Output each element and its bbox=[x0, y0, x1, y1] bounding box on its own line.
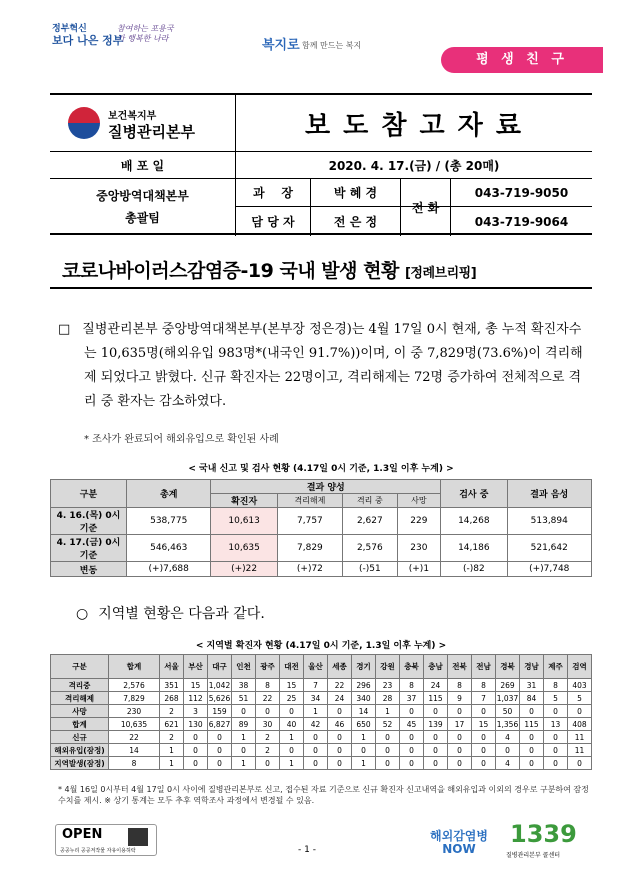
region-cell: 40 bbox=[280, 718, 304, 731]
region-header: 대구 bbox=[208, 655, 232, 679]
hotline-logo: 1339 bbox=[510, 820, 577, 848]
region-cell: 0 bbox=[520, 744, 544, 757]
table-row bbox=[51, 731, 592, 744]
region-cell: 7 bbox=[304, 679, 328, 692]
region-header: 부산 bbox=[184, 655, 208, 679]
region-cell: 0 bbox=[328, 705, 352, 718]
region-cell: 0 bbox=[184, 744, 208, 757]
region-cell: 0 bbox=[328, 744, 352, 757]
table2-caption: < 지역별 확진자 현황 (4.17일 0시 기준, 1.3일 이후 누계) > bbox=[195, 641, 447, 651]
region-cell: 0 bbox=[208, 731, 232, 744]
region-cell: 1 bbox=[160, 757, 184, 770]
region-cell: 24 bbox=[328, 692, 352, 705]
region-header: 경남 bbox=[520, 655, 544, 679]
region-cell: 0 bbox=[448, 757, 472, 770]
region-cell: 1 bbox=[232, 731, 256, 744]
region-cell: 0 bbox=[424, 757, 448, 770]
region-cell: 격리해제 bbox=[51, 692, 109, 705]
region-cell: 0 bbox=[448, 744, 472, 757]
footnote-overseas: * 조사가 완료되어 해외유입으로 확인된 사례 bbox=[84, 434, 279, 445]
region-header: 서울 bbox=[160, 655, 184, 679]
region-cell: 0 bbox=[208, 757, 232, 770]
region-cell: 1 bbox=[376, 705, 400, 718]
region-cell: 2 bbox=[256, 731, 280, 744]
phone-label: 전 화 bbox=[411, 201, 440, 215]
org-kcdc: 질병관리본부 bbox=[108, 123, 195, 141]
region-header: 경기 bbox=[352, 655, 376, 679]
region-cell: 22 bbox=[109, 731, 160, 744]
region-cell: 268 bbox=[160, 692, 184, 705]
phone-director: 043-719-9050 bbox=[474, 185, 569, 200]
region-cell: 89 bbox=[232, 718, 256, 731]
region-cell: 0 bbox=[520, 757, 544, 770]
region-header: 강원 bbox=[376, 655, 400, 679]
region-cell: 112 bbox=[184, 692, 208, 705]
region-cell: 0 bbox=[304, 731, 328, 744]
region-cell: 15 bbox=[280, 679, 304, 692]
region-header: 인천 bbox=[232, 655, 256, 679]
region-cell: 408 bbox=[568, 718, 592, 731]
table-row bbox=[51, 718, 592, 731]
region-cell: 0 bbox=[520, 705, 544, 718]
region-cell: 2 bbox=[256, 744, 280, 757]
title-rule bbox=[50, 287, 592, 289]
region-cell: 0 bbox=[544, 705, 568, 718]
region-cell: 4 bbox=[496, 731, 520, 744]
region-cell: 15 bbox=[472, 718, 496, 731]
region-header: 전남 bbox=[472, 655, 496, 679]
region-header: 세종 bbox=[328, 655, 352, 679]
overseas-disease-logo: 해외감염병 NOW bbox=[430, 829, 488, 856]
region-header: 합계 bbox=[109, 655, 160, 679]
region-cell: 0 bbox=[472, 731, 496, 744]
region-cell: 0 bbox=[472, 705, 496, 718]
region-cell: 0 bbox=[232, 744, 256, 757]
region-header: 광주 bbox=[256, 655, 280, 679]
region-cell: 0 bbox=[184, 731, 208, 744]
region-cell: 0 bbox=[256, 757, 280, 770]
region-header: 전북 bbox=[448, 655, 472, 679]
region-cell: 8 bbox=[109, 757, 160, 770]
region-cell: 351 bbox=[160, 679, 184, 692]
region-cell: 0 bbox=[568, 705, 592, 718]
summary-paragraph: □ 질병관리본부 중앙방역대책본부(본부장 정은경)는 4월 17일 0시 현재, 총 누적 확진자수는 10,635명(해외유입 983명*(내국인 91.7%))이며, 이 중 7,829명(73.6%)이 격리해제 되었다고 밝혔다. 신규 확진자는 22명이고, 격리해제는 72명 증가하여 전체적으로 격리 중 환자는 감소하였다. bbox=[58, 322, 583, 409]
region-cell: 격리중 bbox=[51, 679, 109, 692]
region-cell: 0 bbox=[472, 757, 496, 770]
region-cell: 3 bbox=[184, 705, 208, 718]
phone-staff: 043-719-9064 bbox=[474, 214, 569, 229]
region-cell: 1 bbox=[232, 757, 256, 770]
region-cell: 0 bbox=[472, 744, 496, 757]
region-cell: 0 bbox=[184, 757, 208, 770]
region-cell: 159 bbox=[208, 705, 232, 718]
region-cell: 0 bbox=[352, 744, 376, 757]
national-test-table: 구분 총계 결과 양성 검사 중 결과 음성 확진자 격리해제 격리 중 사망 4. 16.(목) 0시 기준 538,775 10,613 7,757 2,627 229 14,268 513,894 4. 17.(금) 0시 기준 546,463 10,635 7,829 2,576 230 14,186 521,642 변동 (+)7,688 (+)22 (+)72 (-)51 (+)1 (-)82 (+)7,748 bbox=[50, 479, 592, 577]
region-cell: 7,829 bbox=[109, 692, 160, 705]
region-cell: 0 bbox=[400, 731, 424, 744]
lifelong-friend-ribbon: 평 생 친 구 bbox=[441, 47, 603, 73]
region-cell: 84 bbox=[520, 692, 544, 705]
region-cell: 0 bbox=[328, 757, 352, 770]
region-cell: 8 bbox=[400, 679, 424, 692]
table2-note: * 4월 16일 0시부터 4월 17일 0시 사이에 질병관리본부로 신고, 접수된 자료 기준으로 신규 확진자 신고내역을 해외유입과 이외의 경우로 구분하여 잠정수치를 제시. ※ 상기 통계는 모두 추후 역학조사 과정에서 변경될 수 있음. bbox=[58, 785, 589, 805]
dept-name: 중앙방역대책본부 bbox=[96, 188, 189, 203]
region-cell: 14 bbox=[109, 744, 160, 757]
region-cell: 22 bbox=[328, 679, 352, 692]
region-cell: 8 bbox=[472, 679, 496, 692]
region-cell: 2 bbox=[160, 705, 184, 718]
region-cell: 115 bbox=[424, 692, 448, 705]
region-cell: 14 bbox=[352, 705, 376, 718]
region-cell: 1,037 bbox=[496, 693, 519, 703]
region-cell: 8 bbox=[448, 679, 472, 692]
region-cell: 0 bbox=[424, 731, 448, 744]
region-cell: 합계 bbox=[51, 718, 109, 731]
region-cell: 8 bbox=[544, 679, 568, 692]
role-staff: 담 당 자 bbox=[251, 215, 295, 229]
region-cell: 0 bbox=[376, 757, 400, 770]
regional-intro: ○ 지역별 현황은 다음과 같다. bbox=[76, 606, 265, 622]
region-cell: 6,827 bbox=[208, 719, 231, 729]
region-cell: 296 bbox=[352, 679, 376, 692]
region-cell: 0 bbox=[544, 744, 568, 757]
table-row bbox=[51, 692, 592, 705]
region-cell: 1 bbox=[352, 757, 376, 770]
name-director: 박 혜 경 bbox=[333, 186, 378, 200]
table-row bbox=[51, 679, 592, 692]
region-cell: 0 bbox=[424, 744, 448, 757]
region-cell: 45 bbox=[400, 718, 424, 731]
bokjiro-logo: 복지로 bbox=[262, 38, 300, 53]
region-cell: 5 bbox=[568, 692, 592, 705]
region-cell: 5,626 bbox=[208, 693, 231, 703]
region-cell: 31 bbox=[520, 679, 544, 692]
region-cell: 17 bbox=[448, 718, 472, 731]
region-cell: 0 bbox=[328, 731, 352, 744]
table-row bbox=[51, 744, 592, 757]
region-header: 충남 bbox=[424, 655, 448, 679]
region-cell: 650 bbox=[352, 718, 376, 731]
region-header: 충북 bbox=[400, 655, 424, 679]
region-cell: 0 bbox=[400, 705, 424, 718]
region-cell: 0 bbox=[424, 705, 448, 718]
region-cell: 4 bbox=[496, 757, 520, 770]
region-cell: 42 bbox=[304, 718, 328, 731]
region-header: 검역 bbox=[568, 655, 592, 679]
region-cell: 사망 bbox=[51, 705, 109, 718]
region-cell: 11 bbox=[568, 744, 592, 757]
dist-value: 2020. 4. 17.(금) / (총 20매) bbox=[328, 158, 500, 173]
region-header: 경북 bbox=[496, 655, 520, 679]
region-cell: 0 bbox=[280, 744, 304, 757]
doc-title: 보 도 참 고 자 료 bbox=[305, 110, 523, 141]
region-cell: 9 bbox=[448, 692, 472, 705]
region-cell: 269 bbox=[496, 679, 520, 692]
region-cell: 621 bbox=[160, 718, 184, 731]
region-cell: 403 bbox=[568, 679, 592, 692]
region-cell: 신규 bbox=[51, 731, 109, 744]
region-header: 구분 bbox=[51, 655, 109, 679]
region-cell: 7 bbox=[472, 692, 496, 705]
region-cell: 0 bbox=[304, 757, 328, 770]
name-staff: 전 은 정 bbox=[333, 215, 378, 229]
table-row bbox=[51, 705, 592, 718]
region-cell: 1,042 bbox=[208, 680, 231, 690]
region-cell: 해외유입(잠정) bbox=[51, 744, 109, 757]
region-header: 제주 bbox=[544, 655, 568, 679]
region-cell: 30 bbox=[256, 718, 280, 731]
callcenter-label: 질병관리본부 콜센터 bbox=[506, 852, 561, 859]
gov-innovation-logo: 정부혁신 보다 나은 정부 bbox=[52, 24, 124, 47]
region-cell: 25 bbox=[280, 692, 304, 705]
press-header bbox=[50, 93, 592, 235]
region-cell: 0 bbox=[520, 731, 544, 744]
region-cell: 지역발생(잠정) bbox=[51, 757, 109, 770]
region-cell: 10,635 bbox=[109, 718, 160, 731]
region-cell: 1 bbox=[280, 731, 304, 744]
role-director: 과 장 bbox=[253, 186, 293, 200]
region-cell: 0 bbox=[280, 705, 304, 718]
region-cell: 0 bbox=[544, 731, 568, 744]
dist-label: 배 포 일 bbox=[120, 158, 165, 173]
region-cell: 28 bbox=[376, 692, 400, 705]
table1-caption: < 국내 신고 및 검사 현황 (4.17일 0시 기준, 1.3일 이후 누계) > bbox=[188, 464, 454, 474]
region-cell: 139 bbox=[424, 718, 448, 731]
region-cell: 11 bbox=[568, 731, 592, 744]
region-cell: 2,576 bbox=[109, 679, 160, 692]
region-cell: 37 bbox=[400, 692, 424, 705]
region-cell: 0 bbox=[376, 731, 400, 744]
region-cell: 46 bbox=[328, 718, 352, 731]
region-cell: 15 bbox=[184, 679, 208, 692]
org-ministry: 보건복지부 bbox=[108, 111, 157, 122]
region-header: 울산 bbox=[304, 655, 328, 679]
region-cell: 0 bbox=[400, 744, 424, 757]
region-cell: 34 bbox=[304, 692, 328, 705]
region-cell: 0 bbox=[400, 757, 424, 770]
page-number: - 1 - bbox=[298, 845, 316, 855]
region-cell: 0 bbox=[496, 744, 520, 757]
region-cell: 50 bbox=[496, 705, 520, 718]
region-cell: 115 bbox=[520, 718, 544, 731]
region-cell: 51 bbox=[232, 692, 256, 705]
region-cell: 1,356 bbox=[496, 719, 519, 729]
region-cell: 0 bbox=[232, 705, 256, 718]
region-cell: 0 bbox=[304, 744, 328, 757]
open-license-badge: OPEN 공공누리 공공저작물 자유이용허락 bbox=[55, 824, 157, 856]
region-cell: 0 bbox=[568, 757, 592, 770]
region-cell: 0 bbox=[448, 705, 472, 718]
region-cell: 130 bbox=[184, 718, 208, 731]
region-cell: 0 bbox=[544, 757, 568, 770]
region-cell: 2 bbox=[160, 731, 184, 744]
region-cell: 1 bbox=[352, 731, 376, 744]
region-cell: 340 bbox=[352, 692, 376, 705]
region-cell: 0 bbox=[448, 731, 472, 744]
bokjiro-slogan: 함께 만드는 복지 bbox=[302, 41, 362, 50]
region-cell: 1 bbox=[160, 744, 184, 757]
region-cell: 23 bbox=[376, 679, 400, 692]
region-cell: 0 bbox=[208, 744, 232, 757]
region-header: 대전 bbox=[280, 655, 304, 679]
region-cell: 38 bbox=[232, 679, 256, 692]
dept-team: 총괄팀 bbox=[125, 210, 160, 225]
region-cell: 22 bbox=[256, 692, 280, 705]
region-cell: 8 bbox=[256, 679, 280, 692]
region-cell: 24 bbox=[424, 679, 448, 692]
region-cell: 1 bbox=[280, 757, 304, 770]
taegeuk-emblem bbox=[68, 107, 100, 139]
table-row bbox=[51, 757, 592, 770]
region-cell: 1 bbox=[304, 705, 328, 718]
inclusive-nation-logo: 참여하는 포용국가 행복한 나라 bbox=[117, 24, 174, 43]
region-cell: 230 bbox=[109, 705, 160, 718]
region-cell: 0 bbox=[376, 744, 400, 757]
region-cell: 5 bbox=[544, 692, 568, 705]
regional-table bbox=[50, 654, 592, 770]
region-cell: 52 bbox=[376, 718, 400, 731]
region-cell: 0 bbox=[256, 705, 280, 718]
region-cell: 13 bbox=[544, 718, 568, 731]
page-title: 코로나바이러스감염증-19 국내 발생 현황 [정례브리핑] bbox=[62, 260, 477, 282]
